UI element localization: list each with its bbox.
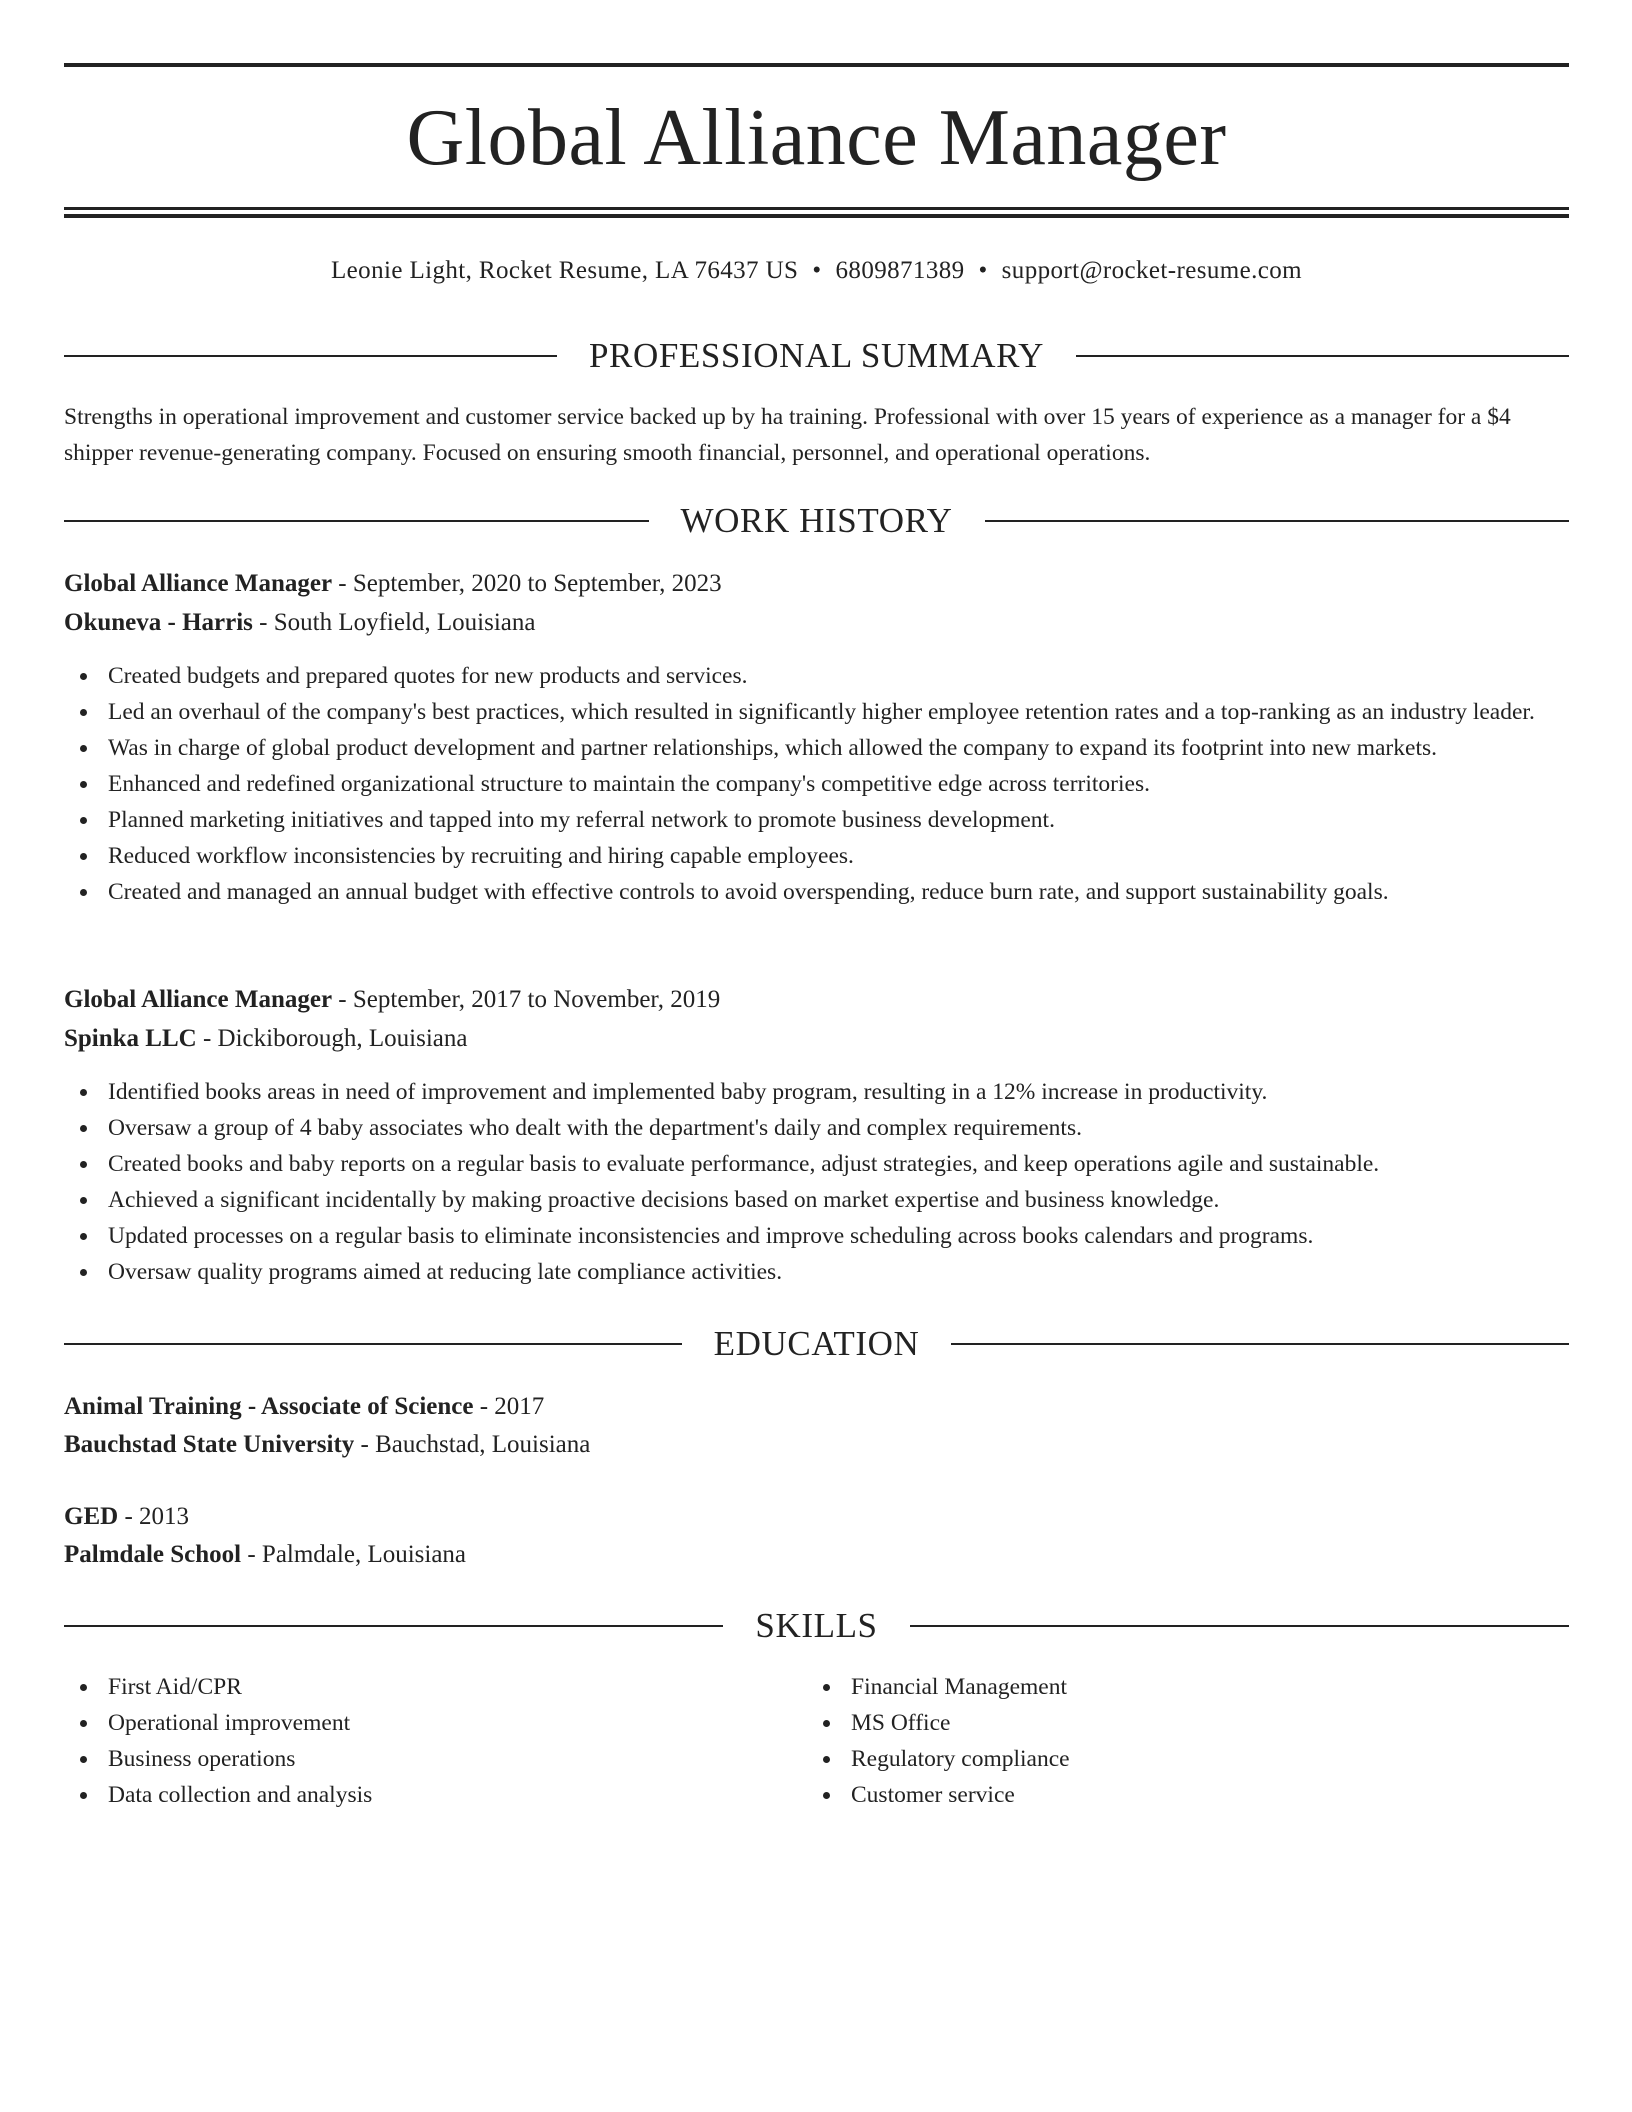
summary-heading-label: PROFESSIONAL SUMMARY (588, 336, 1045, 375)
education-heading (64, 1324, 1569, 1364)
education-school-line (64, 1537, 1569, 1573)
job-title: Global Alliance Manager (64, 570, 333, 597)
education-degree-line (64, 1389, 1569, 1425)
work-heading-label: WORK HISTORY (680, 501, 953, 540)
education-school-line (64, 1427, 1569, 1463)
job-title-line (64, 566, 1569, 602)
skill-item: Operational improvement (64, 1705, 1569, 1741)
list-item: Created budgets and prepared quotes for new products and services. (64, 658, 1569, 694)
list-item: Updated processes on a regular basis to eliminate inconsistencies and improve scheduling across books calendars and programs. (64, 1218, 1569, 1254)
list-item: Achieved a significant incidentally by making proactive decisions based on market expertise and business knowledge. (64, 1182, 1569, 1218)
job-bullets (64, 1074, 1569, 1290)
contact-line (64, 254, 1569, 288)
job-company: Spinka LLC (64, 1025, 197, 1052)
contact-phone: 6809871389 (835, 257, 965, 284)
heading-rule-left (64, 520, 649, 522)
contact-email: support@rocket-resume.com (1001, 257, 1302, 284)
list-item: Created and managed an annual budget with effective controls to avoid overspending, reduce burn rate, and support sustainability goals. (64, 874, 1569, 910)
skill-item: Regulatory compliance (807, 1741, 1632, 1777)
heading-rule-left (64, 355, 557, 357)
list-item: Was in charge of global product development and partner relationships, which allowed the company to expand its footprint into new markets. (64, 730, 1569, 766)
job-dates: - September, 2020 to September, 2023 (332, 570, 722, 597)
heading-rule-right (951, 1343, 1569, 1345)
skill-item: Financial Management (807, 1669, 1632, 1705)
summary-heading (64, 336, 1569, 376)
job-company: Okuneva - Harris (64, 609, 253, 636)
job-dates: - September, 2017 to November, 2019 (332, 986, 721, 1013)
education-year: - 2017 (473, 1393, 545, 1420)
job-company-line (64, 605, 1569, 641)
list-item: Oversaw quality programs aimed at reducing late compliance activities. (64, 1254, 1569, 1290)
list-item: Planned marketing initiatives and tapped into my referral network to promote business development. (64, 802, 1569, 838)
job-title: Global Alliance Manager (64, 986, 333, 1013)
summary-text: Strengths in operational improvement and customer service backed up by ha training. Professional with over 15 years of experience as a manager for a $4 shipper revenue-generating company. Focused on ensuring smooth financial, personnel, and operational operations. (64, 404, 1511, 466)
job-location: - Dickiborough, Louisiana (196, 1025, 468, 1052)
work-heading (64, 501, 1569, 541)
education-location: - Palmdale, Louisiana (241, 1541, 467, 1568)
education-school: Palmdale School (64, 1541, 242, 1568)
education-year: - 2013 (118, 1503, 190, 1530)
education-degree: Animal Training - Associate of Science (64, 1393, 474, 1420)
skill-item: Data collection and analysis (64, 1777, 1569, 1813)
job-title-line (64, 982, 1569, 1018)
heading-rule-right (1076, 355, 1569, 357)
skill-item: Business operations (64, 1741, 1569, 1777)
education-degree: GED (64, 1503, 119, 1530)
job-bullets (64, 658, 1569, 910)
education-school: Bauchstad State University (64, 1431, 355, 1458)
job-company-line (64, 1021, 1569, 1057)
heading-rule-left (64, 1625, 723, 1627)
list-item: Reduced workflow inconsistencies by recruiting and hiring capable employees. (64, 838, 1569, 874)
job-location: - South Loyfield, Louisiana (252, 609, 536, 636)
list-item: Created books and baby reports on a regular basis to evaluate performance, adjust strategies, and keep operations agile and sustainable. (64, 1146, 1569, 1182)
education-degree-line (64, 1499, 1569, 1535)
skill-item: MS Office (807, 1705, 1632, 1741)
title-rule-lower (64, 214, 1569, 218)
contact-separator: • (978, 257, 988, 284)
title-rule-upper (64, 207, 1569, 210)
skills-heading-label: SKILLS (755, 1606, 878, 1645)
education-location: - Bauchstad, Louisiana (354, 1431, 591, 1458)
education-heading-label: EDUCATION (713, 1324, 920, 1363)
heading-rule-right (910, 1625, 1569, 1627)
skill-item: Customer service (807, 1777, 1632, 1813)
list-item: Enhanced and redefined organizational structure to maintain the company's competitive edge across territories. (64, 766, 1569, 802)
skill-item: First Aid/CPR (64, 1669, 1569, 1705)
skills-list-right (807, 1669, 1632, 1813)
skills-heading (64, 1606, 1569, 1646)
contact-address: Leonie Light, Rocket Resume, LA 76437 US (331, 257, 799, 284)
heading-rule-right (985, 520, 1570, 522)
contact-separator: • (812, 257, 822, 284)
resume-title: Global Alliance Manager (406, 94, 1227, 182)
list-item: Oversaw a group of 4 baby associates who dealt with the department's daily and complex requirements. (64, 1110, 1569, 1146)
list-item: Led an overhaul of the company's best practices, which resulted in significantly higher employee retention rates and a top-ranking as an industry leader. (64, 694, 1569, 730)
heading-rule-left (64, 1343, 682, 1345)
list-item: Identified books areas in need of improvement and implemented baby program, resulting in a 12% increase in productivity. (64, 1074, 1569, 1110)
top-rule (64, 63, 1569, 67)
